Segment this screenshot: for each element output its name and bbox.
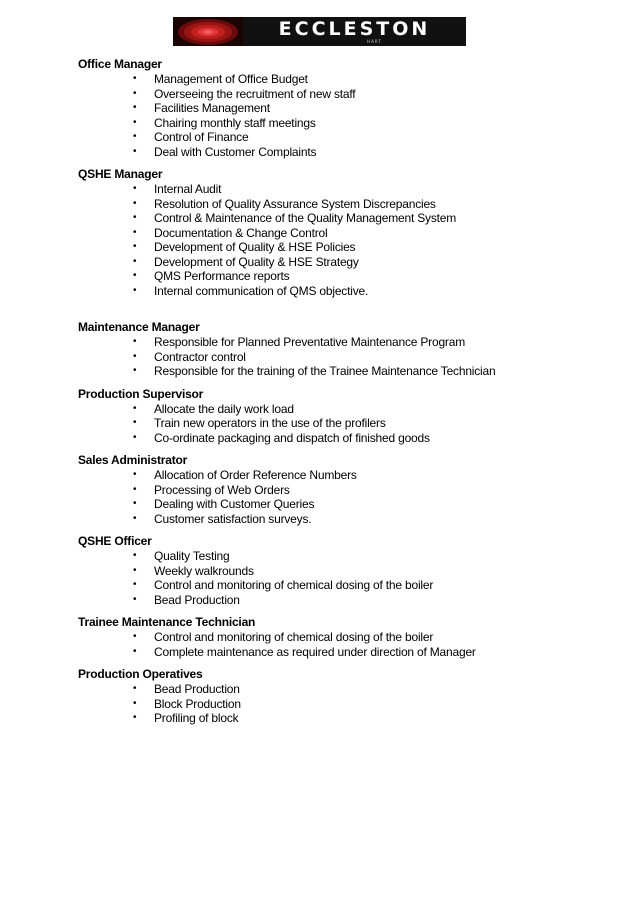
list-item-text: Allocation of Order Reference Numbers [154, 468, 357, 482]
list-item [78, 72, 618, 87]
list-item-text: Resolution of Quality Assurance System Discrepancies [154, 196, 436, 211]
list-item-text: Dealing with Customer Queries [154, 497, 315, 511]
bullet-icon: • [133, 284, 137, 296]
list-item [78, 593, 618, 608]
responsibility-list [78, 549, 618, 607]
logo-emblem-icon [173, 17, 243, 46]
list-item-text: Control and monitoring of chemical dosing of the boiler [154, 578, 434, 592]
list-item-text: Contractor control [154, 349, 246, 364]
bullet-icon: • [133, 212, 137, 223]
list-item [78, 711, 618, 726]
list-item-text: Development of Quality & HSE Policies [154, 240, 356, 254]
list-item [78, 512, 618, 527]
role-section [78, 667, 618, 726]
list-item [78, 364, 618, 379]
role-section [78, 387, 618, 446]
role-title: Office Manager [78, 57, 162, 71]
list-item [78, 240, 618, 255]
list-item-text: Customer satisfaction surveys. [154, 511, 312, 526]
list-item [78, 211, 618, 226]
responsibility-list [78, 630, 618, 659]
list-item [78, 402, 618, 417]
list-item [78, 87, 618, 102]
bullet-icon: • [133, 593, 137, 605]
list-item [78, 697, 618, 712]
bullet-icon: • [133, 483, 137, 495]
company-logo [173, 17, 466, 46]
list-item [78, 145, 618, 160]
bullet-icon: • [133, 183, 137, 194]
bullet-icon: • [133, 564, 137, 576]
bullet-icon: • [133, 469, 137, 480]
list-item-text: Responsible for Planned Preventative Maintenance Program [154, 335, 465, 349]
bullet-icon: • [133, 131, 137, 142]
list-item-text: Control and monitoring of chemical dosing of the boiler [154, 630, 434, 644]
list-item-text: Development of Quality & HSE Strategy [154, 254, 359, 269]
list-item-text: Chairing monthly staff meetings [154, 115, 316, 130]
list-item-text: Profiling of block [154, 711, 239, 725]
list-item-text: Internal communication of QMS objective. [154, 283, 369, 298]
logo-word: ECCLESTON [278, 18, 431, 40]
logo-wordmark [243, 17, 466, 46]
list-item-text: QMS Performance reports [154, 269, 290, 283]
list-item-text: Bead Production [154, 592, 240, 607]
bullet-icon: • [133, 102, 137, 113]
role-section [78, 167, 618, 298]
bullet-icon: • [133, 255, 137, 267]
bullet-icon: • [133, 226, 137, 238]
role-title: Sales Administrator [78, 453, 188, 467]
bullet-icon: • [133, 431, 137, 443]
document-body [78, 57, 618, 726]
bullet-icon: • [133, 73, 137, 84]
bullet-icon: • [133, 645, 137, 657]
list-item-text: Control of Finance [154, 130, 249, 144]
bullet-icon: • [133, 116, 137, 128]
list-item [78, 350, 618, 365]
responsibility-list [78, 402, 618, 446]
list-item-text: Quality Testing [154, 549, 230, 563]
list-item [78, 269, 618, 284]
list-item [78, 284, 618, 299]
list-item-text: Co-ordinate packaging and dispatch of finished goods [154, 430, 430, 445]
list-item-text: Weekly walkrounds [154, 563, 254, 578]
list-item-text: Train new operators in the use of the profilers [154, 416, 386, 430]
list-item [78, 101, 618, 116]
list-item [78, 468, 618, 483]
list-item [78, 483, 618, 498]
list-item [78, 226, 618, 241]
list-item-text: Processing of Web Orders [154, 482, 290, 497]
role-title: QSHE Officer [78, 534, 152, 548]
bullet-icon: • [133, 336, 137, 347]
list-item [78, 630, 618, 645]
bullet-icon: • [133, 512, 137, 524]
bullet-icon: • [133, 270, 137, 281]
bullet-icon: • [133, 365, 137, 376]
role-title: Production Operatives [78, 667, 203, 681]
role-section [78, 320, 618, 379]
list-item [78, 682, 618, 697]
list-item [78, 645, 618, 660]
list-item [78, 416, 618, 431]
list-item [78, 431, 618, 446]
bullet-icon: • [133, 550, 137, 561]
list-item [78, 182, 618, 197]
list-item-text: Responsible for the training of the Trainee Maintenance Technician [154, 364, 496, 378]
list-item [78, 564, 618, 579]
bullet-icon: • [133, 417, 137, 428]
list-item-text: Facilities Management [154, 101, 270, 115]
list-item-text: Control & Maintenance of the Quality Management System [154, 211, 457, 225]
list-item [78, 197, 618, 212]
responsibility-list [78, 72, 618, 159]
bullet-icon: • [133, 241, 137, 252]
list-item-text: Management of Office Budget [154, 72, 308, 86]
bullet-icon: • [133, 498, 137, 509]
bullet-icon: • [133, 197, 137, 209]
role-title: QSHE Manager [78, 167, 163, 181]
list-item-text: Block Production [154, 696, 241, 711]
responsibility-list [78, 182, 618, 298]
list-item [78, 130, 618, 145]
bullet-icon: • [133, 350, 137, 362]
list-item [78, 497, 618, 512]
bullet-icon: • [133, 697, 137, 709]
role-title: Trainee Maintenance Technician [78, 615, 256, 629]
responsibility-list [78, 468, 618, 526]
logo-subtext: HART [367, 39, 382, 44]
bullet-icon: • [133, 402, 137, 414]
list-item-text: Internal Audit [154, 182, 222, 196]
role-title: Maintenance Manager [78, 320, 200, 334]
role-section [78, 615, 618, 659]
bullet-icon: • [133, 145, 137, 157]
list-item [78, 255, 618, 270]
list-item-text: Complete maintenance as required under direction of Manager [154, 644, 476, 659]
role-section [78, 57, 618, 159]
role-title: Production Supervisor [78, 386, 204, 401]
list-item [78, 578, 618, 593]
bullet-icon: • [133, 579, 137, 590]
bullet-icon: • [133, 631, 137, 642]
list-item-text: Overseeing the recruitment of new staff [154, 86, 356, 101]
list-item [78, 549, 618, 564]
bullet-icon: • [133, 87, 137, 99]
list-item [78, 335, 618, 350]
list-item-text: Bead Production [154, 682, 240, 696]
role-section [78, 453, 618, 526]
list-item-text: Deal with Customer Complaints [154, 144, 317, 159]
list-item [78, 116, 618, 131]
role-section [78, 534, 618, 607]
responsibility-list [78, 335, 618, 379]
list-item-text: Documentation & Change Control [154, 225, 328, 240]
responsibility-list [78, 682, 618, 726]
bullet-icon: • [133, 683, 137, 694]
list-item-text: Allocate the daily work load [154, 401, 294, 416]
bullet-icon: • [133, 712, 137, 723]
